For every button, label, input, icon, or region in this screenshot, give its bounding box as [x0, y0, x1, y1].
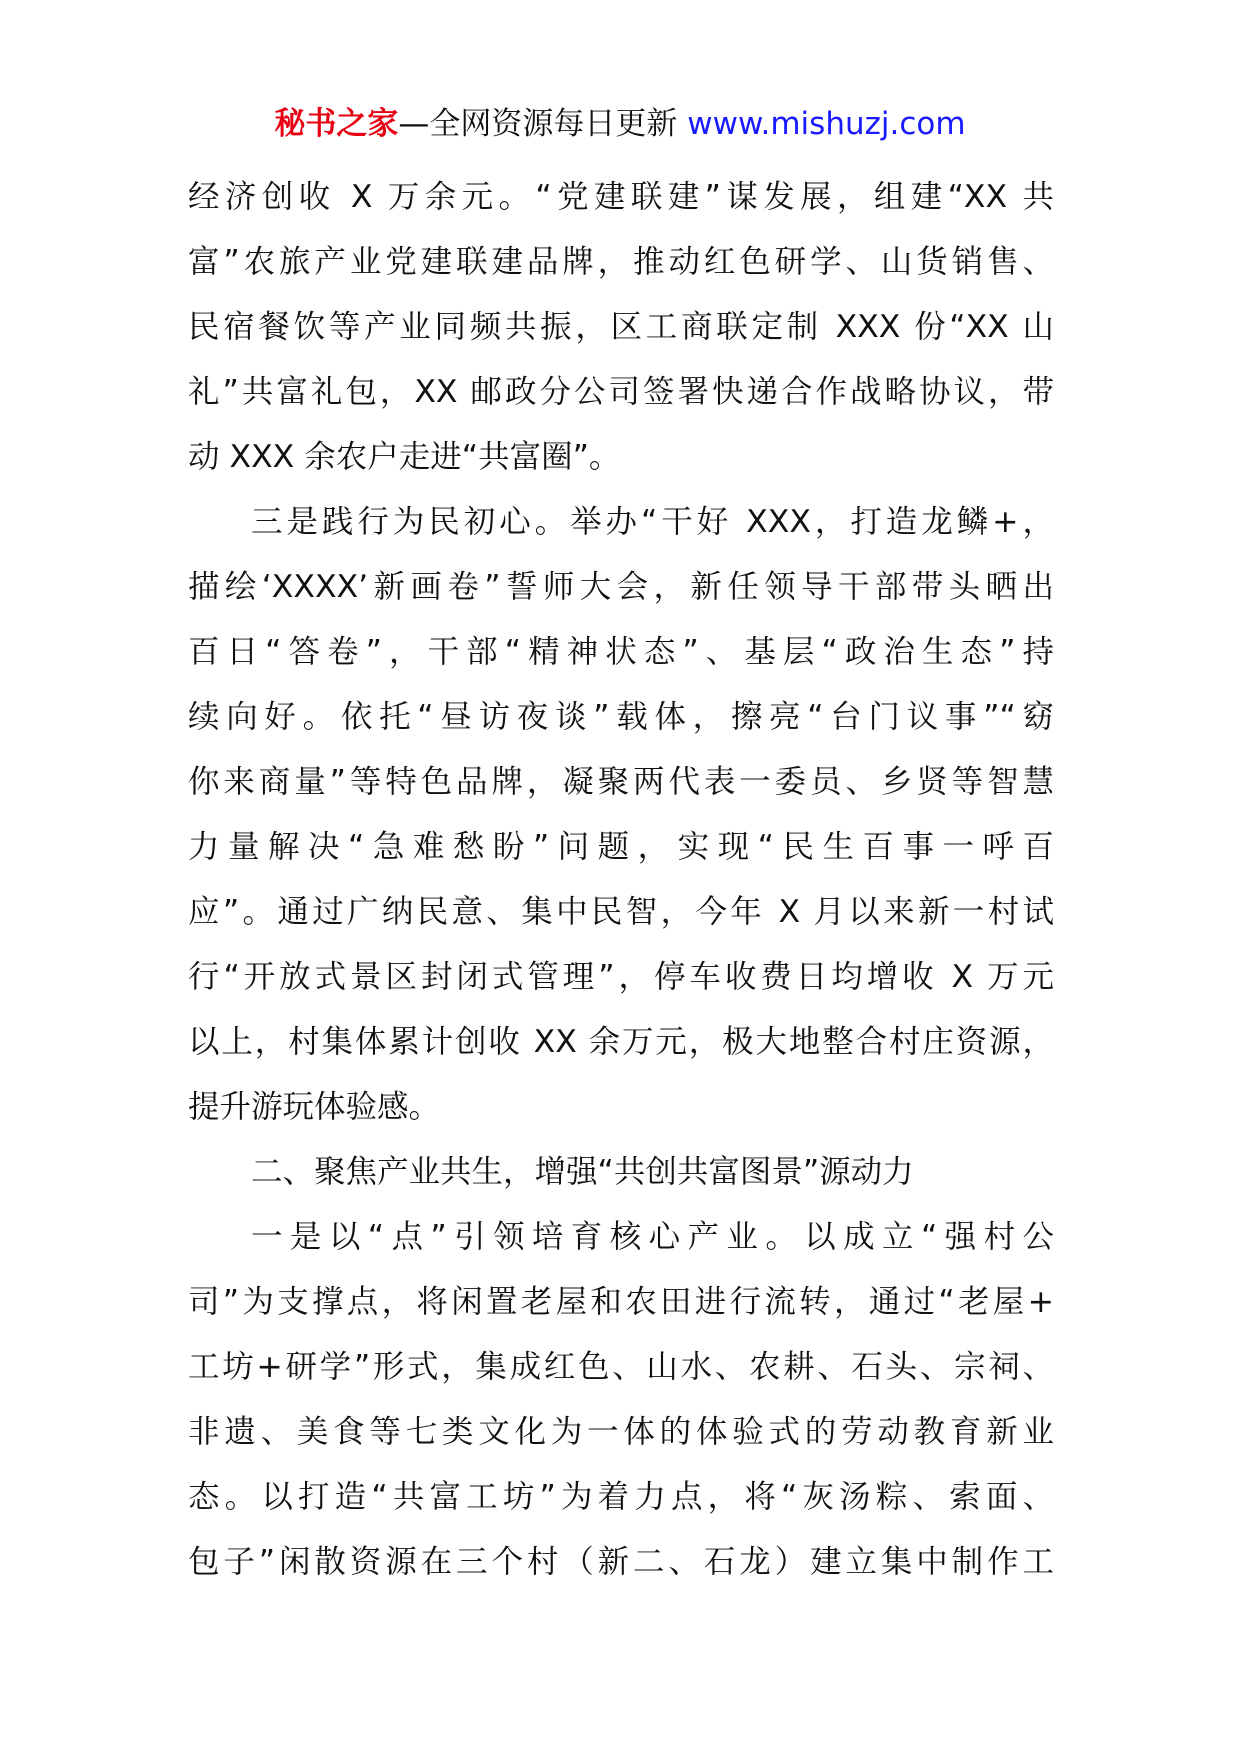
section-heading: 二、聚焦产业共生，增强“共创共富图景”源动力	[251, 1154, 914, 1190]
text-line: 司”为支撑点，将闲置老屋和农田进行流转，通过“老屋+	[188, 1284, 1054, 1320]
text-line: 动 XXX 余农户走进“共富圈”。	[188, 439, 621, 475]
text-line: 富”农旅产业党建联建品牌，推动红色研学、山货销售、	[188, 244, 1054, 280]
site-url-link[interactable]: www.mishuzj.com	[687, 106, 966, 142]
paragraph-first-line: 三是践行为民初心。举办“干好 XXX，打造龙鳞+，	[251, 504, 1054, 540]
text-line: 非遗、美食等七类文化为一体的体验式的劳动教育新业	[188, 1414, 1054, 1450]
document-body	[188, 165, 1054, 1595]
site-tagline: —全网资源每日更新	[398, 106, 688, 142]
text-line: 力量解决“急难愁盼”问题，实现“民生百事一呼百	[188, 829, 1054, 865]
text-line: 经济创收 X 万余元。“党建联建”谋发展，组建“XX 共	[188, 179, 1054, 215]
text-line: 以上，村集体累计创收 XX 余万元，极大地整合村庄资源，	[188, 1024, 1054, 1060]
text-line: 你来商量”等特色品牌，凝聚两代表一委员、乡贤等智慧	[188, 764, 1054, 800]
page-header	[0, 102, 1240, 146]
text-line: 行“开放式景区封闭式管理”，停车收费日均增收 X 万元	[188, 959, 1054, 995]
text-line: 应”。通过广纳民意、集中民智，今年 X 月以来新一村试	[188, 894, 1054, 930]
text-line: 续向好。依托“昼访夜谈”载体，擦亮“台门议事”“窈	[188, 699, 1054, 735]
text-line: 民宿餐饮等产业同频共振，区工商联定制 XXX 份“XX 山	[188, 309, 1054, 345]
text-line: 提升游玩体验感。	[188, 1089, 441, 1125]
text-line: 包子”闲散资源在三个村（新二、石龙）建立集中制作工	[188, 1544, 1054, 1580]
text-line: 礼”共富礼包，XX 邮政分公司签署快递合作战略协议，带	[188, 374, 1054, 410]
text-line: 描绘‘XXXX’新画卷”誓师大会，新任领导干部带头晒出	[188, 569, 1054, 605]
site-brand: 秘书之家	[274, 106, 399, 142]
text-line: 百日“答卷”，干部“精神状态”、基层“政治生态”持	[188, 634, 1054, 670]
text-line: 工坊+研学”形式，集成红色、山水、农耕、石头、宗祠、	[188, 1349, 1054, 1385]
text-line: 态。以打造“共富工坊”为着力点，将“灰汤粽、索面、	[188, 1479, 1054, 1515]
paragraph-first-line: 一是以“点”引领培育核心产业。以成立“强村公	[251, 1219, 1054, 1255]
